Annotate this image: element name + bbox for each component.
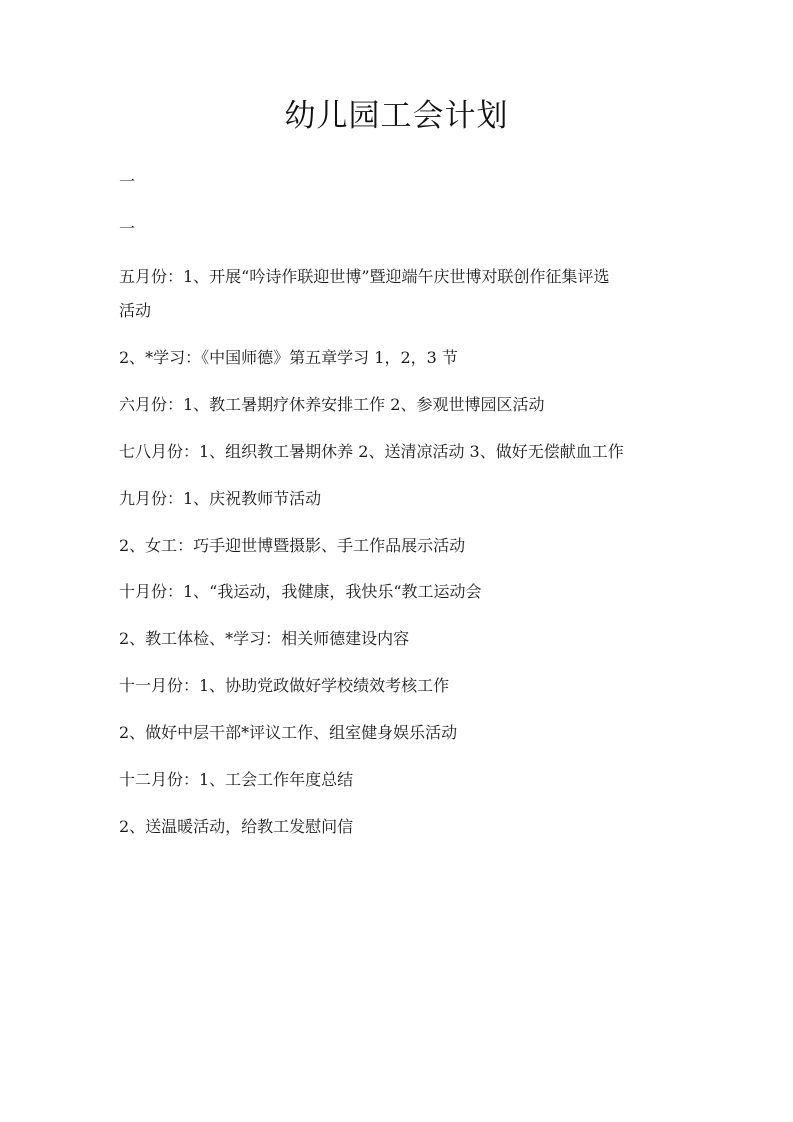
text-line: 2、*学习：《中国师德》第五章学习 1，2，3 节: [119, 348, 458, 367]
text-line: 十月份：1、“我运动，我健康，我快乐“教工运动会: [119, 582, 482, 601]
text-line: 九月份：1、庆祝教师节活动: [119, 489, 322, 508]
text-line: 2、送温暖活动，给教工发慰问信: [119, 817, 354, 836]
text-line: 十二月份：1、工会工作年度总结: [119, 770, 354, 789]
text-line: 2、教工体检、*学习：相关师德建设内容: [119, 629, 410, 648]
document-title: 幼儿园工会计划: [284, 98, 509, 134]
text-line: 2、女工：巧手迎世博暨摄影、手工作品展示活动: [119, 536, 466, 555]
text-line: 五月份：1、开展“吟诗作联迎世博”暨迎端午庆世博对联创作征集评选: [119, 267, 610, 286]
text-line: 2、做好中层干部*评议工作、组室健身娱乐活动: [119, 723, 458, 742]
text-line: 一: [119, 172, 136, 191]
text-line: 六月份：1、教工暑期疗休养安排工作 2、参观世博园区活动: [119, 395, 545, 414]
text-line: 十一月份：1、协助党政做好学校绩效考核工作: [119, 676, 450, 695]
text-line: 一: [119, 219, 136, 238]
text-line: 七八月份：1、组织教工暑期休养 2、送清凉活动 3、做好无偿献血工作: [119, 442, 624, 461]
text-line: 活动: [119, 301, 152, 320]
